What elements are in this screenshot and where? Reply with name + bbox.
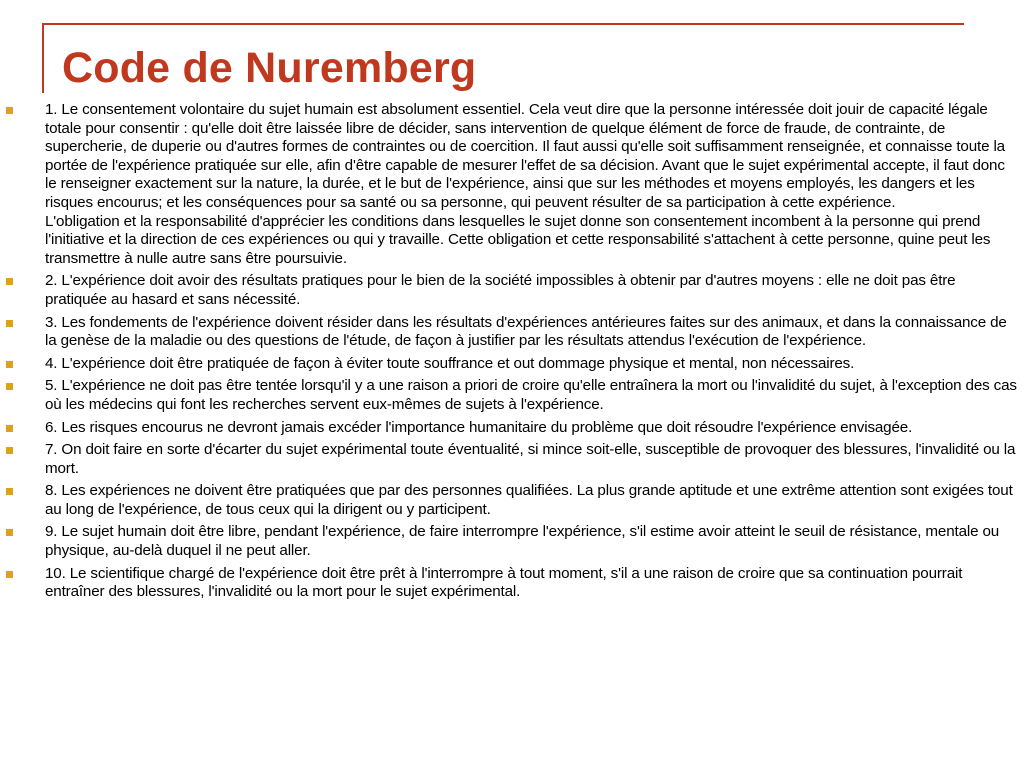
item-text: 3. Les fondements de l'expérience doivent résider dans les résultats d'expériences antérieures faites sur des animaux, et dans la connaissance de la genèse de la maladie ou des questions de l'étude, de façon à justifier par les résultats attendus l'exécution de l'expérience. (45, 313, 1007, 350)
item-text: 9. Le sujet humain doit être libre, pendant l'expérience, de faire interrompre l'expérience, s'il estime avoir atteint le seuil de résistance, mentale ou physique, au-delà duquel il ne peut aller. (45, 523, 1000, 560)
list-item (6, 272, 1018, 309)
item-text-continuation: L'obligation et la responsabilité d'apprécier les conditions dans lesquelles le sujet donne son consentement incombent à la personne qui prend l'initiative et la direction de ces expériences ou qui y travaille. Cette obligation et cette responsabilité s'attachent à cette personne, quine peut les transmettre à nulle autre sans être poursuivie. (45, 212, 991, 267)
square-bullet-icon (6, 488, 13, 495)
bullet-list (6, 101, 1018, 606)
square-bullet-icon (6, 361, 13, 368)
item-text: 1. Le consentement volontaire du sujet humain est absolument essentiel. Cela veut dire que la personne intéressée doit jouir de capacité légale totale pour consentir : qu'elle doit être laissée libre de décider, sans intervention de quelque élément de force de fraude, de contrainte, de supercherie, de duperie ou d'autres formes de contraintes ou de coercition. Il faut aussi qu'elle soit suffisamment renseignée, et connaisse toute la portée de l'expérience pratiquée sur elle, afin d'être capable de mesurer l'effet de sa décision. Avant que le sujet expérimental accepte, il faut donc le renseigner exactement sur la nature, la durée, et le but de l'expérience, ainsi que sur les méthodes et moyens employés, les dangers et les risques encourus; et les conséquences pour sa santé ou sa personne, qui peuvent résulter de sa participation à cette expérience. (45, 101, 1005, 211)
list-item (6, 565, 1018, 602)
square-bullet-icon (6, 447, 13, 454)
square-bullet-icon (6, 383, 13, 390)
item-text: 10. Le scientifique chargé de l'expérience doit être prêt à l'interrompre à tout moment, s'il a une raison de croire que sa continuation pourrait entraîner des blessures, l'invalidité ou la mort pour le sujet expérimental. (45, 564, 963, 601)
slide-title: Code de Nuremberg (62, 44, 477, 92)
list-item (6, 419, 1018, 438)
item-text: 6. Les risques encourus ne devront jamais excéder l'importance humanitaire du problème que doit résoudre l'expérience envisagée. (45, 418, 913, 436)
list-item (6, 523, 1018, 560)
item-text: 8. Les expériences ne doivent être pratiquées que par des personnes qualifiées. La plus grande aptitude et une extrême attention sont exigées tout au long de l'expérience, de tous ceux qui la dirigent ou y participent. (45, 482, 1013, 518)
item-text: 2. L'expérience doit avoir des résultats pratiques pour le bien de la société impossibles à obtenir par d'autres moyens : elle ne doit pas être pratiquée au hasard et sans nécessité. (45, 272, 956, 308)
list-item (6, 482, 1018, 519)
square-bullet-icon (6, 425, 13, 432)
title-top-rule (42, 23, 964, 25)
item-text: 5. L'expérience ne doit pas être tentée lorsqu'il y a une raison a priori de croire qu'elle entraînera la mort ou l'invalidité du sujet, à l'exception des cas où les médecins qui font les recherches servent eux-mêmes de sujets à l'expérience. (45, 377, 1017, 413)
item-text: 4. L'expérience doit être pratiquée de façon à éviter toute souffrance et out dommage physique et mental, non nécessaires. (45, 354, 855, 372)
item-text: 7. On doit faire en sorte d'écarter du sujet expérimental toute éventualité, si mince soit-elle, susceptible de provoquer des blessures, l'invalidité ou la mort. (45, 441, 1016, 477)
square-bullet-icon (6, 571, 13, 578)
square-bullet-icon (6, 278, 13, 285)
list-item (6, 355, 1018, 374)
list-item (6, 314, 1018, 351)
list-item (6, 377, 1018, 414)
title-left-rule (42, 23, 44, 93)
list-item (6, 101, 1018, 268)
square-bullet-icon (6, 107, 13, 114)
square-bullet-icon (6, 529, 13, 536)
square-bullet-icon (6, 320, 13, 327)
list-item (6, 441, 1018, 478)
